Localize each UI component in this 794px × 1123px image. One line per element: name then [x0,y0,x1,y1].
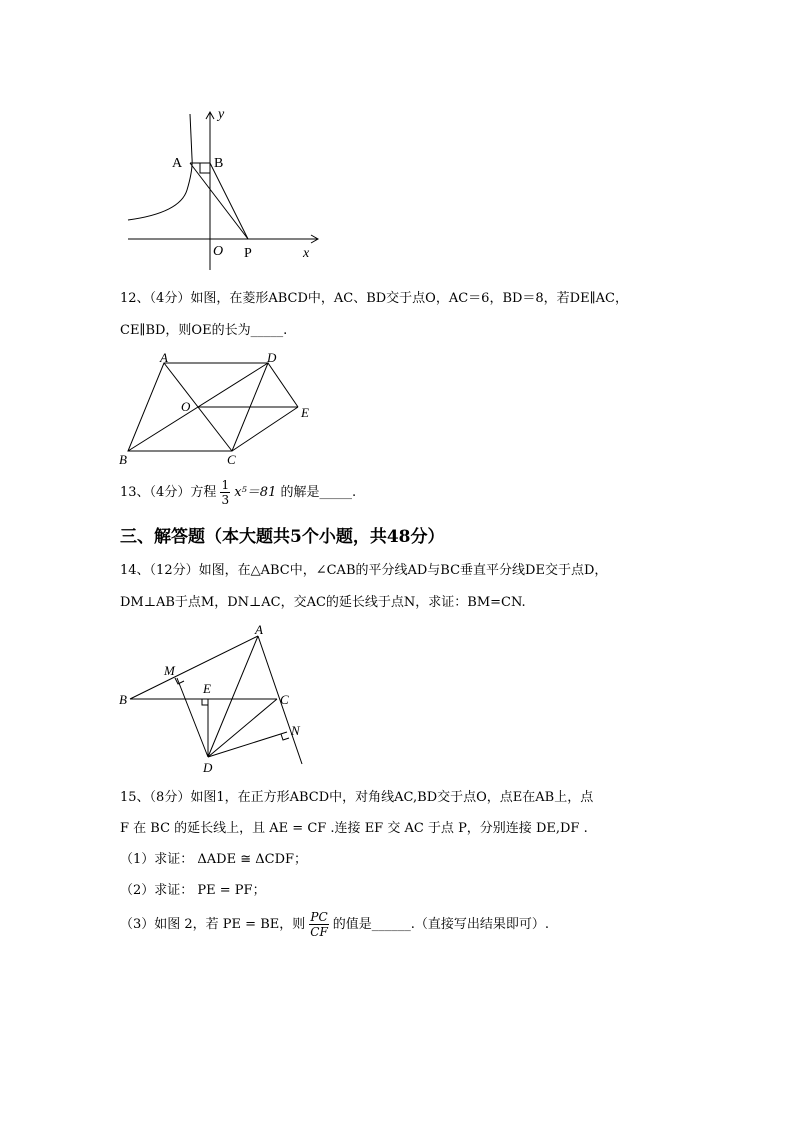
label-o: O [181,399,191,414]
q15-sub3-suffix: 的值是______.（直接写出结果即可）. [332,917,550,932]
q14-line2: DM⊥AB于点M，DN⊥AC，交AC的延长线于点N，求证：BM=CN. [120,595,526,610]
segment-ce [232,407,298,451]
label-e: E [301,405,309,420]
right-angle-n [281,734,289,740]
q13-suffix: 的解是_____. [280,485,357,500]
label-a: A [172,156,183,171]
label-b: B [214,156,224,171]
segment-ap [190,163,248,239]
hyperbola-figure [120,100,330,270]
label-a: A [160,350,168,365]
q13-frac-den: 3 [221,493,230,507]
q15-line1: 15、（8分）如图1，在正方形ABCD中，对角线AC,BD交于点O，点E在AB上，点 [120,790,594,805]
triangle-figure [115,622,315,777]
section-3-title: 三、解答题（本大题共5个小题，共48分） [120,527,445,547]
label-b: B [119,692,127,707]
q13 [120,478,356,508]
line-dc [208,699,277,757]
q13-fraction [220,478,230,507]
right-angle-e [202,699,208,705]
label-d: D [267,350,277,365]
segment-de [268,363,298,407]
label-c: C [227,452,236,467]
q15-line2: F 在 BC 的延长线上，且 AE = CF .连接 EF 交 AC 于点 P，分别连接 DE,DF . [120,821,588,836]
q13-expression: x⁵＝81 [234,485,277,500]
q12-line1: 12、（4分）如图，在菱形ABCD中，AC、BD交于点O，AC＝6，BD＝8，若DE∥AC， [120,291,628,306]
q13-prefix: 13、（4分）方程 [120,485,217,500]
q15-frac-den: CF [310,925,328,939]
label-n: N [291,723,300,738]
q14-line1: 14、（12分）如图，在△ABC中，∠CAB的平分线AD与BC垂直平分线DE交于点D， [120,563,608,578]
label-p: P [244,246,252,261]
q15-sub3 [120,907,549,943]
q15-sub3-fraction [309,910,328,939]
q15-sub1: （1）求证： ΔADE ≅ ΔCDF； [120,852,308,867]
line-dn [208,732,287,757]
line-ab [130,636,258,699]
q15-sub2: （2）求证： PE = PF； [120,883,266,898]
rhombus-figure [115,350,325,470]
label-b: B [119,452,127,467]
label-x: x [303,246,310,261]
label-e: E [203,681,211,696]
right-angle-mark [200,163,210,173]
hyperbola-curve [128,114,192,220]
line-c-faint [167,699,277,757]
line-ad [208,636,258,757]
label-c: C [280,692,289,707]
label-y: y [218,107,225,122]
q12-line2: CE∥BD，则OE的长为_____. [120,323,288,338]
q15-frac-num: PC [310,910,328,924]
label-m: M [164,663,175,678]
label-o: O [213,244,224,259]
segment-bp [210,163,248,239]
q13-frac-num: 1 [221,478,230,492]
right-angle-m [175,678,184,684]
label-a: A [255,622,263,637]
q15-sub3-prefix: （3）如图 2，若 PE = BE，则 [120,917,306,932]
label-d: D [203,760,213,775]
